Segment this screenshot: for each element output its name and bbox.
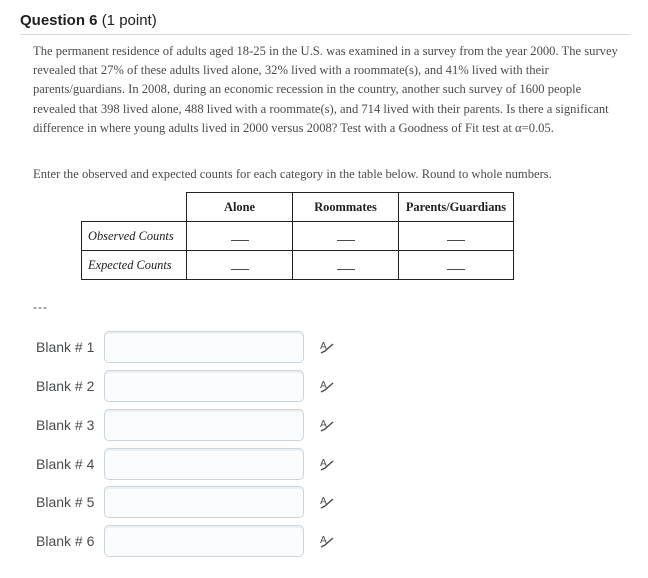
blank-row-3 xyxy=(0,409,648,443)
blank-placeholder xyxy=(447,261,465,270)
svg-text:A: A xyxy=(320,458,327,469)
blank-label: Blank # 1 xyxy=(36,339,95,355)
spellcheck-icon[interactable] xyxy=(318,377,336,395)
blank-input-6[interactable] xyxy=(104,525,304,557)
spellcheck-icon[interactable] xyxy=(318,455,336,473)
blank-row-2 xyxy=(0,370,648,404)
table-cell xyxy=(399,222,514,251)
spellcheck-icon[interactable] xyxy=(318,416,336,434)
question-number: Question 6 xyxy=(20,12,98,29)
row-header-observed: Observed Counts xyxy=(82,222,187,251)
blank-placeholder xyxy=(231,232,249,241)
svg-text:A: A xyxy=(320,535,327,546)
table-cell xyxy=(187,251,293,280)
blank-placeholder xyxy=(447,232,465,241)
svg-text:A: A xyxy=(320,496,327,507)
table-cell xyxy=(187,222,293,251)
blank-label: Blank # 2 xyxy=(36,378,95,394)
blank-input-1[interactable] xyxy=(104,331,304,363)
blank-input-5[interactable] xyxy=(104,486,304,518)
question-instruction: Enter the observed and expected counts for each category in the table below. Round to whole numbers. xyxy=(33,167,552,181)
spellcheck-icon[interactable] xyxy=(318,532,336,550)
question-title xyxy=(20,12,157,29)
spellcheck-icon[interactable] xyxy=(318,493,336,511)
question-points: (1 point) xyxy=(101,12,157,29)
table-row xyxy=(82,222,514,251)
col-header-alone: Alone xyxy=(187,193,293,222)
svg-text:A: A xyxy=(320,380,327,391)
blank-row-4 xyxy=(0,448,648,482)
table-corner xyxy=(82,193,187,222)
svg-text:A: A xyxy=(320,341,327,352)
blank-placeholder xyxy=(337,232,355,241)
blank-label: Blank # 6 xyxy=(36,533,95,549)
header-divider xyxy=(20,34,630,35)
table-cell xyxy=(293,251,399,280)
col-header-parents: Parents/Guardians xyxy=(399,193,514,222)
table-cell xyxy=(399,251,514,280)
spellcheck-icon[interactable] xyxy=(318,338,336,356)
separator: --- xyxy=(33,300,48,314)
table-cell xyxy=(293,222,399,251)
blank-placeholder xyxy=(231,261,249,270)
svg-text:A: A xyxy=(320,419,327,430)
blank-row-1 xyxy=(0,331,648,365)
question-header xyxy=(0,0,648,30)
table-header-row xyxy=(82,193,514,222)
col-header-roommates: Roommates xyxy=(293,193,399,222)
blank-label: Blank # 3 xyxy=(36,417,95,433)
blank-label: Blank # 4 xyxy=(36,456,95,472)
question-text: The permanent residence of adults aged 18-25 in the U.S. was examined in a survey from the year 2000. The survey revealed that 27% of these adults lived alone, 32% lived with a roommate(s), and 41% lived with their parents/guardians. In 2008, during an economic recession in the country, another such survey of 1600 people revealed that 398 lived alone, 488 lived with a roommate(s), and 714 lived with their parents. Is there a significant difference in where young adults lived in 2000 versus 2008? Test with a Goodness of Fit test at α=0.05. xyxy=(33,44,618,135)
counts-table xyxy=(81,192,514,280)
blank-label: Blank # 5 xyxy=(36,494,95,510)
blank-row-5 xyxy=(0,486,648,520)
blank-input-2[interactable] xyxy=(104,370,304,402)
blank-placeholder xyxy=(337,261,355,270)
blank-input-4[interactable] xyxy=(104,448,304,480)
blank-row-6 xyxy=(0,525,648,559)
blank-input-3[interactable] xyxy=(104,409,304,441)
table-row xyxy=(82,251,514,280)
row-header-expected: Expected Counts xyxy=(82,251,187,280)
